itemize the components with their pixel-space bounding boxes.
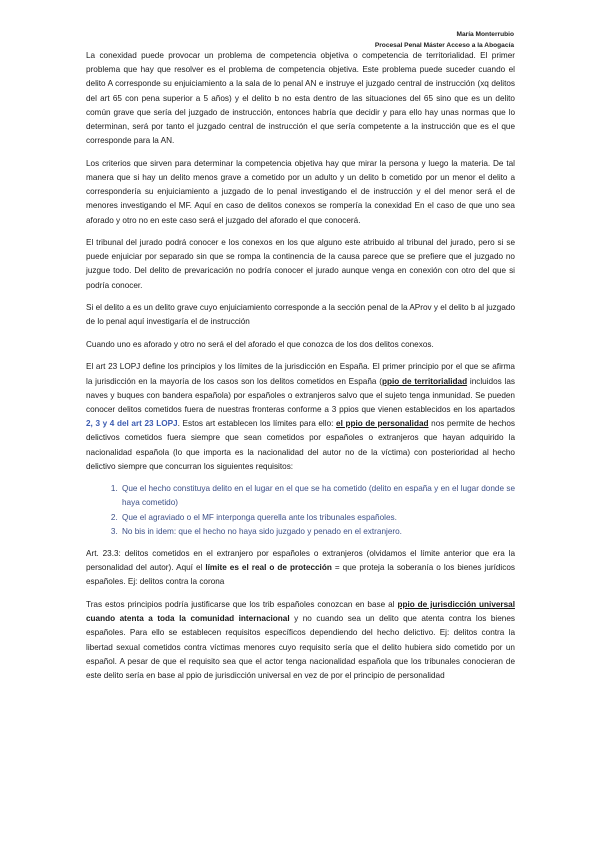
term-real-proteccion: límite es el real o de protección [205, 563, 332, 573]
list-item: 2. Que el agraviado o el MF interponga querella ante los tribunales españoles. [120, 511, 515, 525]
text-run: El art 23 LOPJ define los principios y los límites de la jurisdicción en España. El primer principio por el que se afirma la jurisdicción en la mayoría de los casos son los delitos cometidos en España ( [86, 362, 515, 386]
document-body [86, 49, 515, 692]
paragraph: El tribunal del jurado podrá conocer e los conexos en los que alguno este atribuido al tribunal del jurado, pero si se puede enjuiciar por separado sin que se rompa la continencia de la causa parece que se prefiere que el juzgado no juzgue todo. Del delito de prevaricación no podría conocer el jurado aunque venga en conexión con otro del que si podría conocer. [86, 238, 515, 290]
text-run: y no cuando sea un delito que atenta contra los bienes españoles. Para ello se establecen requisitos específicos dependiendo del hecho delictivo. Ej: delitos contra la libertad sexual cometidos contra víctimas menores cuyo requisito sería que el delito hubiera sido cometido por un español. A pesar de que el requisito sea que el actor tenga nacionalidad española que los tribunales conocieran de este delito sería en base al ppio de jurisdicción universal en vez de por el principio de personalidad [86, 614, 515, 680]
text-run: = que proteja la soberanía o los bienes jurídicos españoles. Ej: delitos contra la corona [86, 563, 515, 587]
list-item: 1. Que el hecho constituya delito en el lugar en el que se ha cometido (delito en españa y en el lugar donde se haya cometido) [120, 482, 515, 510]
paragraph: La conexidad puede provocar un problema de competencia objetiva o competencia de territorialidad. El primer problema que hay que resolver es el problema de competencia objetiva. Este problema puede suceder cuando el delito A corresponde su enjuiciamiento a la sala de lo penal AN e instruye el juzgado central de instrucción (xq delitos del art 65 con pena superior a 5 años) y el delito b no esta dentro de las situaciones del 65 sino que es un delito común grave que sería del juzgado de instrucción, entonces habría que decidir y para ello hay unas normas que lo determinan, será por tanto el juzgado central de instrucción el que sería competente a la instrucción que es el que corresponde para la AN. [86, 51, 515, 146]
term-jurisdiccion-universal: ppio de jurisdicción universal [397, 599, 515, 609]
document-header [375, 30, 514, 51]
author-name: María Monterrubio [456, 31, 514, 38]
paragraph [86, 547, 515, 590]
text-run: nos permite de hechos delictivos cometidos fuera siempre que sean cometidos por españoles o extranjeros que hayan adquirido la nacionalidad española (lo que importa es la nacionalidad del autor no de la víctima) con posterioridad al hecho delictivo siempre que concurran los siguientes requisitos: [86, 419, 516, 471]
article-reference: 2, 3 y 4 del art 23 LOPJ [86, 419, 178, 429]
paragraph [86, 360, 515, 474]
course-name: Procesal Penal Máster Acceso a la Abogacía [374, 41, 514, 49]
paragraph: Los criterios que sirven para determinar la competencia objetiva hay que mirar la persona y luego la materia. De tal manera que si hay un delito menos grave a cometido por un adulto y un delito b cometido por un menor el delito a correspondería su enjuiciamiento a juzgado de lo penal investigando el de instrucción y el del menor será el de menores investigando el MF. Aquí en caso de delitos conexos se rompería la conexidad En el caso de que uno sea aforado y otro no en este caso será el juzgado del aforado el que conocerá. [86, 158, 515, 225]
term-territorialidad: ppio de territorialidad [381, 376, 468, 386]
paragraph: Cuando uno es aforado y otro no será el del aforado el que conozca de los dos delitos conexos. [86, 339, 434, 349]
list-item: 3. No bis in idem: que el hecho no haya sido juzgado y penado en el extranjero. [120, 525, 515, 539]
term-comunidad-internacional: cuando atenta a toda la comunidad internacional [86, 614, 290, 624]
text-run: incluidos las naves y buques con bandera española) por españoles o extranjeros salvo que el sujeto tenga inmunidad. Se pueden conocer delitos cometidos fuera de nuestras fronteras conforme a 3 ppios que vienen establecidos en los apartados [86, 376, 515, 414]
text-run: Tras estos principios podría justificarse que los trib españoles conozcan en base al [86, 599, 398, 609]
paragraph [86, 598, 515, 683]
text-run: Art. 23.3: delitos cometidos en el extranjero por españoles o extranjeros (olvidamos el límite anterior que era la personalidad del autor). Aquí el [86, 549, 515, 573]
text-run: . Estos art establecen los límites para ello: [177, 419, 337, 429]
paragraph: Si el delito a es un delito grave cuyo enjuiciamiento corresponde a la sección penal de la AProv y el delito b al juzgado de lo penal aquí investigaría el de instrucción [86, 303, 515, 327]
requirements-list [86, 482, 515, 539]
term-personalidad: el ppio de personalidad [336, 419, 429, 429]
